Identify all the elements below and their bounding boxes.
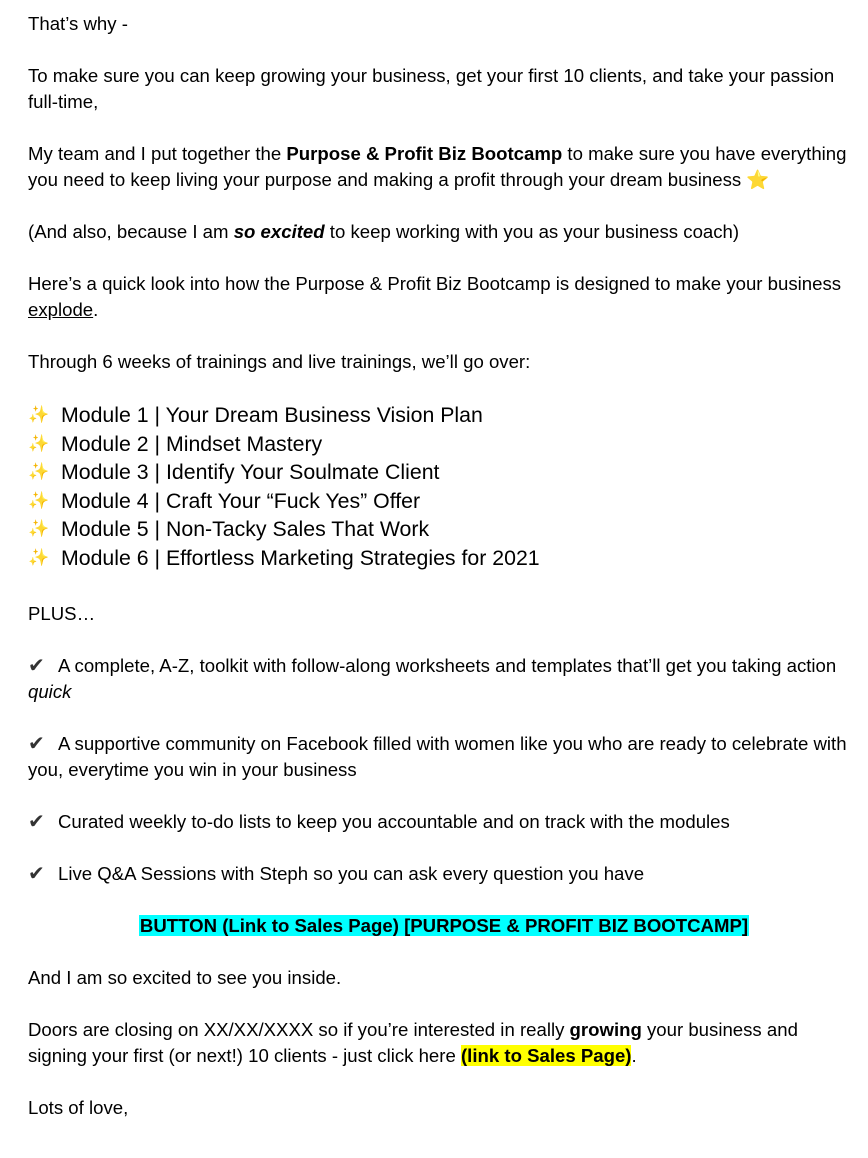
- module-label: Module 1 | Your Dream Business Vision Plan: [61, 403, 483, 427]
- make-sure-paragraph: To make sure you can keep growing your business, get your first 10 clients, and take your passion full-time,: [28, 65, 835, 112]
- doors-paragraph: [28, 1017, 860, 1069]
- checkmark-icon: ✔: [28, 810, 45, 833]
- sparkle-icon: ✨: [28, 490, 50, 510]
- doors-text-mid: your business and signing your first (or next!) 10 clients - just click here: [28, 1018, 798, 1066]
- list-item: [28, 544, 860, 573]
- todo-text: Curated weekly to-do lists to keep you accountable and on track with the modules: [58, 810, 730, 832]
- sparkle-icon: ✨: [28, 462, 50, 482]
- benefit-todo: [28, 809, 860, 835]
- module-label: Module 5 | Non-Tacky Sales That Work: [61, 517, 430, 542]
- quick-look-text: Here’s a quick look into how the Purpose & Profit Biz Bootcamp is designed to make your business: [28, 273, 842, 294]
- sales-page-link[interactable]: (link to Sales Page): [460, 1044, 632, 1066]
- checkmark-icon: ✔: [28, 862, 45, 885]
- email-body: [28, 11, 860, 1147]
- signoff-line: Lots of love,: [28, 1096, 129, 1118]
- list-item: [28, 458, 860, 487]
- plus-line: PLUS…: [28, 602, 96, 624]
- benefit-toolkit: [28, 653, 860, 705]
- through-paragraph: Through 6 weeks of trainings and live trainings, we’ll go over:: [28, 351, 531, 372]
- sparkle-icon: ✨: [28, 547, 50, 567]
- module-list: [28, 401, 860, 573]
- list-item: [28, 430, 860, 459]
- module-label: Module 2 | Mindset Mastery: [61, 431, 323, 456]
- team-paragraph: [28, 141, 860, 193]
- growing-emphasis: growing: [569, 1018, 642, 1040]
- toolkit-text: A complete, A-Z, toolkit with follow-along worksheets and templates that’ll get you taking action: [58, 654, 837, 676]
- doors-text-pre: Doors are closing on XX/XX/XXXX so if you’re interested in really: [28, 1018, 570, 1040]
- team-text-post: to make sure you have everything you need to keep living your purpose and making a profit through your dream business: [28, 143, 847, 190]
- doors-text-end: .: [631, 1044, 637, 1066]
- also-paragraph: [28, 219, 860, 245]
- sparkle-icon: ✨: [28, 405, 50, 424]
- sparkle-icon: ✨: [28, 519, 50, 539]
- list-item: [28, 487, 860, 516]
- excited-line: And I am so excited to see you inside.: [28, 966, 342, 988]
- also-text-post: to keep working with you as your business coach): [324, 221, 740, 242]
- list-item: [28, 515, 860, 544]
- thats-why-line: That’s why -: [28, 13, 128, 34]
- star-icon: ⭐: [746, 169, 770, 190]
- sales-page-button[interactable]: BUTTON (Link to Sales Page) [PURPOSE & PROFIT BIZ BOOTCAMP]: [139, 914, 749, 936]
- module-label: Module 3 | Identify Your Soulmate Client: [61, 460, 440, 485]
- explode-link[interactable]: explode: [28, 299, 94, 320]
- checkmark-icon: ✔: [28, 654, 45, 677]
- benefit-community: [28, 731, 860, 783]
- qa-text: Live Q&A Sessions with Steph so you can ask every question you have: [58, 862, 645, 884]
- checkmark-icon: ✔: [28, 732, 45, 755]
- bootcamp-name: Purpose & Profit Biz Bootcamp: [286, 143, 563, 164]
- quick-look-paragraph: [28, 271, 860, 323]
- community-text: A supportive community on Facebook filled with women like you who are ready to celebrate with you, everytime you win in your business: [28, 732, 847, 780]
- team-text-pre: My team and I put together the: [28, 143, 287, 164]
- benefit-qa: [28, 861, 860, 887]
- list-item: [28, 401, 860, 430]
- so-excited-emphasis: so excited: [233, 221, 325, 242]
- also-text-pre: (And also, because I am: [28, 221, 234, 242]
- module-label: Module 4 | Craft Your “Fuck Yes” Offer: [61, 488, 421, 513]
- quick-look-end: .: [93, 299, 99, 320]
- cta-container: [28, 913, 860, 939]
- sparkle-icon: ✨: [28, 433, 50, 453]
- quick-emphasis: quick: [28, 680, 72, 702]
- module-label: Module 6 | Effortless Marketing Strategies for 2021: [61, 545, 540, 570]
